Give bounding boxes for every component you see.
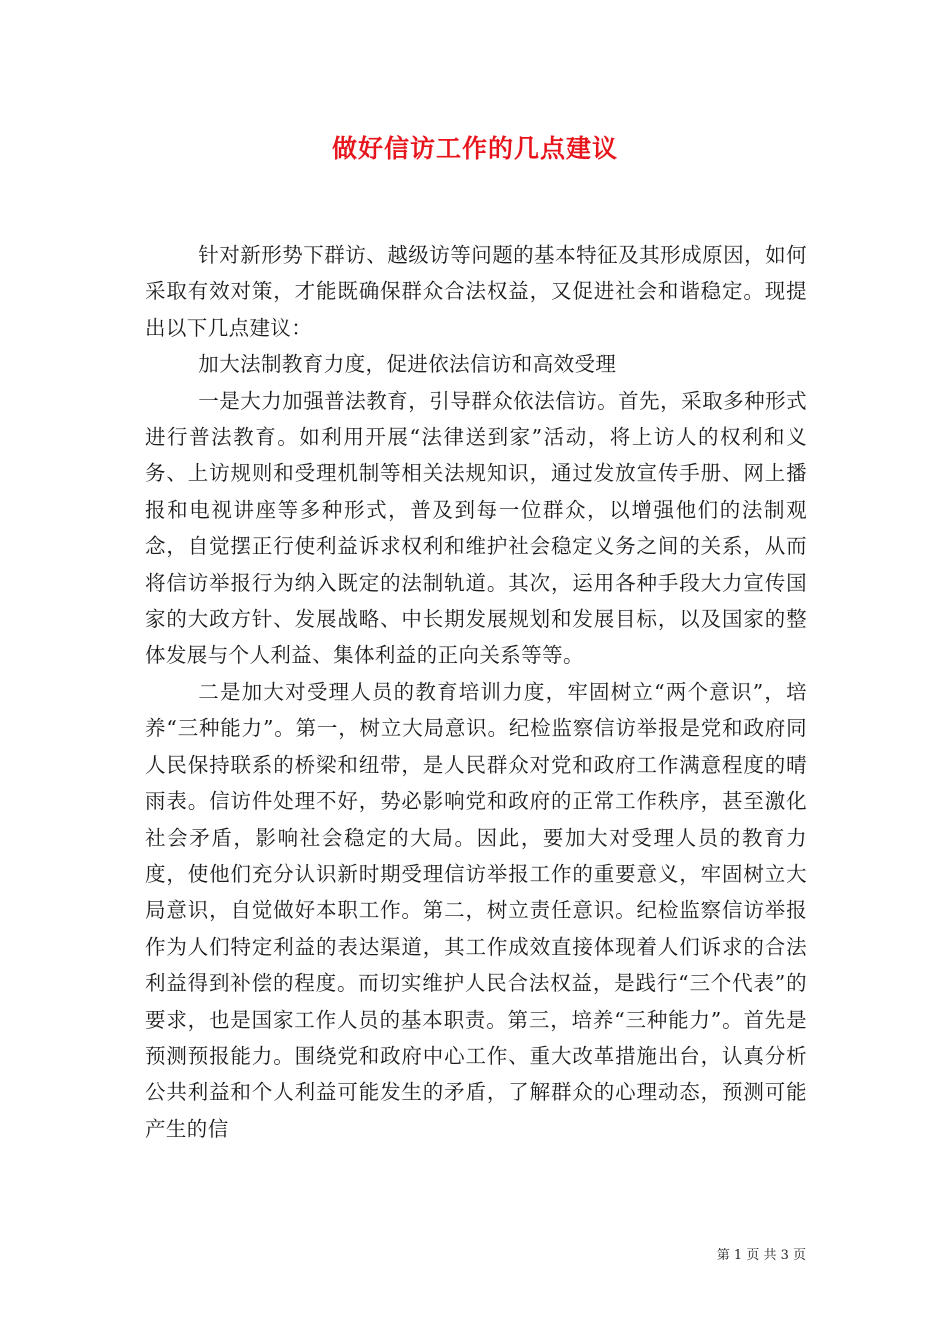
- intro-paragraph: 针对新形势下群访、越级访等问题的基本特征及其形成原因，如何采取有效对策，才能既确保群众合法权益，又促进社会和谐稳定。现提出以下几点建议：: [145, 243, 807, 340]
- section-heading: 加大法制教育力度，促进依法信访和高效受理: [198, 352, 617, 377]
- page-number: 第 1 页 共 3 页: [716, 1248, 806, 1263]
- document-body: [145, 237, 807, 1147]
- document-title: 做好信访工作的几点建议: [331, 134, 618, 163]
- body-paragraph-2: 二是加大对受理人员的教育培训力度，牢固树立“两个意识”，培养“三种能力”。第一，树立大局意识。纪检监察信访举报是党和政府同人民保持联系的桥梁和纽带，是人民群众对党和政府工作满意程度的晴雨表。信访件处理不好，势必影响党和政府的正常工作秩序，甚至激化社会矛盾，影响社会稳定的大局。因此，要加大对受理人员的教育力度，使他们充分认识新时期受理信访举报工作的重要意义，牢固树立大局意识，自觉做好本职工作。第二，树立责任意识。纪检监察信访举报作为人们特定利益的表达渠道，其工作成效直接体现着人们诉求的合法利益得到补偿的程度。而切实维护人民合法权益，是践行“三个代表”的要求，也是国家工作人员的基本职责。第三，培养“三种能力”。首先是预测预报能力。围绕党和政府中心工作、重大改革措施出台，认真分析公共利益和个人利益可能发生的矛盾，了解群众的心理动态，预测可能产生的信: [145, 679, 807, 1141]
- body-paragraph-1: 一是大力加强普法教育，引导群众依法信访。首先，采取多种形式进行普法教育。如利用开展“法律送到家”活动，将上访人的权利和义务、上访规则和受理机制等相关法规知识，通过发放宣传手册、网上播报和电视讲座等多种形式，普及到每一位群众，以增强他们的法制观念，自觉摆正行使利益诉求权利和维护社会稳定义务之间的关系，从而将信访举报行为纳入既定的法制轨道。其次，运用各种手段大力宣传国家的大政方针、发展战略、中长期发展规划和发展目标，以及国家的整体发展与个人利益、集体利益的正向关系等等。: [145, 388, 807, 668]
